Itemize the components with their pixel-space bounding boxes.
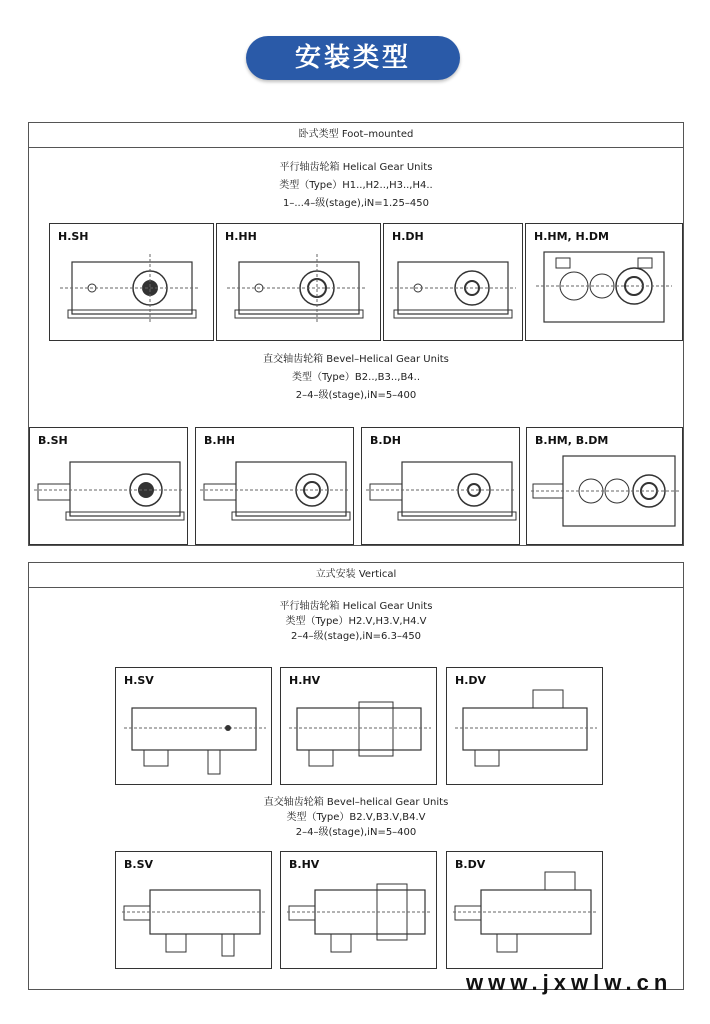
foot-helical-ratio: 1–...4–级(stage),iN=1.25–450 <box>283 198 429 209</box>
foot-helical-info <box>29 159 683 213</box>
foot-helical-name: 平行轴齿轮箱 Helical Gear Units <box>279 162 433 173</box>
vertical-bevel-ratio: 2–4–级(stage),iN=5–400 <box>295 827 417 838</box>
drawing-h-hm-dm <box>525 223 683 341</box>
gear-unit-drawing <box>447 668 602 784</box>
gear-unit-drawing <box>362 428 519 544</box>
foot-bevel-name: 直交轴齿轮箱 Bevel–Helical Gear Units <box>263 354 449 365</box>
drawing-label: B.DH <box>370 434 401 447</box>
gear-unit-drawing <box>116 668 271 784</box>
foot-mounted-panel <box>28 122 684 546</box>
gear-unit-drawing <box>116 852 271 968</box>
drawing-label: H.DH <box>392 230 424 243</box>
drawing-label: H.SH <box>58 230 89 243</box>
drawing-label: B.HH <box>204 434 235 447</box>
drawing-b-hm-dm <box>526 427 683 545</box>
gear-unit-drawing <box>50 224 213 340</box>
gear-unit-drawing <box>217 224 380 340</box>
gear-unit-drawing <box>196 428 353 544</box>
gear-unit-drawing <box>447 852 602 968</box>
vertical-helical-ratio: 2–4–级(stage),iN=6.3–450 <box>290 631 422 642</box>
watermark: www.jxwlw.cn <box>466 970 673 995</box>
gear-unit-drawing <box>526 224 682 340</box>
drawing-label: H.HV <box>289 674 321 687</box>
drawing-label: H.DV <box>455 674 487 687</box>
drawing-label: B.DV <box>455 858 486 871</box>
vertical-bevel-name: 直交轴齿轮箱 Bevel–helical Gear Units <box>263 797 449 808</box>
drawing-b-sh <box>29 427 188 545</box>
vertical-helical-info <box>29 599 683 644</box>
vertical-helical-name: 平行轴齿轮箱 Helical Gear Units <box>279 601 433 612</box>
gear-unit-drawing <box>30 428 187 544</box>
drawing-label: H.HH <box>225 230 257 243</box>
gear-unit-drawing <box>281 852 436 968</box>
drawing-label: H.HM, H.DM <box>534 230 610 243</box>
foot-helical-types: 类型（Type）H1..,H2..,H3..,H4.. <box>279 180 433 191</box>
drawing-b-dv <box>446 851 603 969</box>
drawing-h-sv <box>115 667 272 785</box>
foot-bevel-ratio: 2–4–级(stage),iN=5–400 <box>295 390 417 401</box>
drawing-h-dv <box>446 667 603 785</box>
vertical-helical-types: 类型（Type）H2.V,H3.V,H4.V <box>285 616 427 627</box>
drawing-h-sh <box>49 223 214 341</box>
drawing-label: B.SH <box>38 434 68 447</box>
vertical-bevel-info <box>29 795 683 840</box>
drawing-label: B.HM, B.DM <box>535 434 609 447</box>
drawing-h-hh <box>216 223 381 341</box>
vertical-panel <box>28 562 684 990</box>
drawing-h-dh <box>383 223 523 341</box>
gear-unit-drawing <box>384 224 522 340</box>
drawing-label: B.SV <box>124 858 153 871</box>
drawing-h-hv <box>280 667 437 785</box>
drawing-b-hv <box>280 851 437 969</box>
drawing-label: B.HV <box>289 858 320 871</box>
gear-unit-drawing <box>527 428 682 544</box>
drawing-b-sv <box>115 851 272 969</box>
page-title: 安装类型 <box>246 36 460 80</box>
drawing-b-dh <box>361 427 520 545</box>
foot-bevel-types: 类型（Type）B2..,B3..,B4.. <box>291 372 421 383</box>
gear-unit-drawing <box>281 668 436 784</box>
drawing-label: H.SV <box>124 674 154 687</box>
vertical-header: 立式安装 Vertical <box>29 563 683 588</box>
foot-bevel-info <box>29 351 683 405</box>
foot-mounted-header: 卧式类型 Foot–mounted <box>29 123 683 148</box>
drawing-b-hh <box>195 427 354 545</box>
vertical-bevel-types: 类型（Type）B2.V,B3.V,B4.V <box>286 812 426 823</box>
